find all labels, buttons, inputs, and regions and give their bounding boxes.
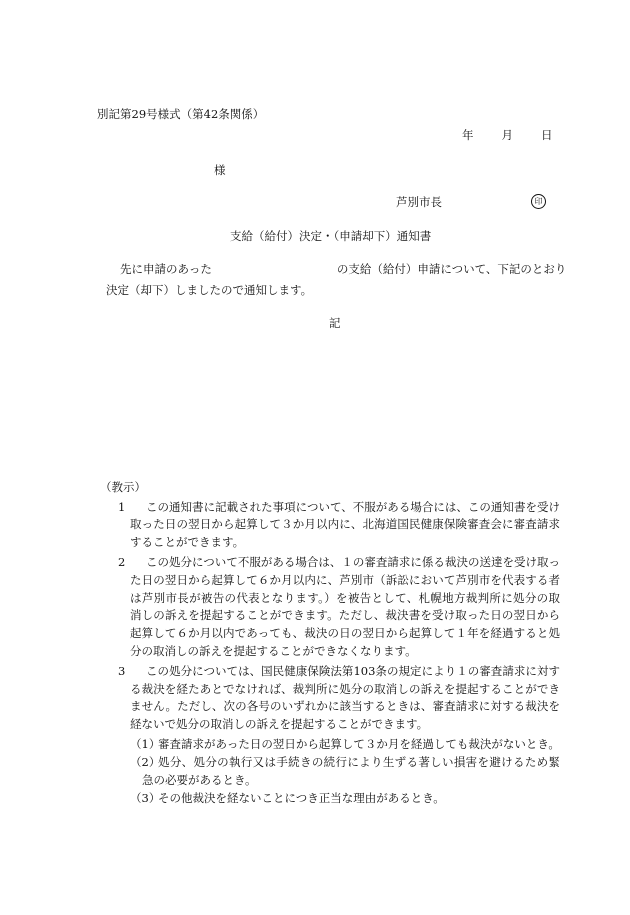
instruction-number: 2 bbox=[118, 554, 126, 569]
instruction-item bbox=[100, 499, 560, 552]
instruction-text: この処分について不服がある場合は、１の審査請求に係る裁決の送達を受け取った日の翌日から起算して６か月以内に、芦別市（訴訟において芦別市を代表する者は芦別市長が被告の代表となります。）を被告として、札幌地方裁判所に処分の取消しの訴えを提起することができます。ただし、裁決書を受け取った日の翌日から起算して６か月以内であっても、裁決の日の翌日から起算して１年を経過すると処分の取消しの訴えを提起することができなくなります。 bbox=[130, 554, 560, 659]
notice-body bbox=[98, 262, 567, 298]
form-label: 別記第29号様式（第42条関係） bbox=[97, 107, 265, 121]
instruction-text: この処分については、国民健康保険法第103条の規定により１の審査請求に対する裁決を経たあとでなければ、裁判所に処分の取消しの訴えを提起することができません。ただし、次の各号のいずれかに該当するときは、審査請求に対する裁決を経ないで処分の取消しの訴えを提起することができます。 bbox=[130, 663, 560, 732]
instruction-item bbox=[100, 554, 560, 661]
date-year: 年 bbox=[462, 128, 474, 142]
subitem-text: その他裁決を経ないことにつき正当な理由があるとき。 bbox=[158, 790, 445, 805]
sender-name: 芦別市長 bbox=[396, 195, 442, 209]
subitem-text: 審査請求があった日の翌日から起算して３か月を経過しても裁決がないとき。 bbox=[158, 737, 560, 752]
subitem-number: （3） bbox=[130, 790, 161, 805]
date-line bbox=[462, 128, 553, 144]
addressee-suffix: 様 bbox=[214, 163, 226, 177]
subitem-number: （1） bbox=[130, 737, 161, 752]
instructions-heading: （教示） bbox=[100, 480, 146, 494]
ki-heading: 記 bbox=[329, 316, 341, 330]
instruction-number: 1 bbox=[118, 499, 126, 514]
instruction-subitem bbox=[100, 754, 560, 790]
document-title: 支給（給付）決定・（申請却下）通知書 bbox=[230, 229, 432, 243]
instruction-subitem bbox=[100, 790, 560, 808]
appeal-instructions bbox=[100, 480, 560, 807]
notice-line-1-b: の支給（給付）申請について、下記のとおり bbox=[336, 262, 567, 276]
instruction-item bbox=[100, 663, 560, 734]
notice-line-2: 決定（却下）しましたので通知します。 bbox=[106, 282, 313, 297]
subitem-number: （2） bbox=[130, 754, 161, 769]
notice-line-1-a: 先に申請のあった bbox=[120, 262, 212, 276]
subitem-text: 処分、処分の執行又は手続きの続行により生ずる著しい損害を避けるため緊急の必要があるとき。 bbox=[142, 754, 560, 787]
date-day: 日 bbox=[541, 128, 553, 142]
instruction-subitem bbox=[100, 736, 560, 754]
date-month: 月 bbox=[501, 128, 513, 142]
instruction-number: 3 bbox=[118, 663, 126, 678]
notice-line-1 bbox=[98, 262, 567, 278]
instruction-text: この通知書に記載された事項について、不服がある場合には、この通知書を受け取った日の翌日から起算して３か月以内に、北海道国民健康保険審査会に審査請求することができます。 bbox=[130, 499, 560, 550]
seal-icon: 印 bbox=[531, 194, 546, 209]
